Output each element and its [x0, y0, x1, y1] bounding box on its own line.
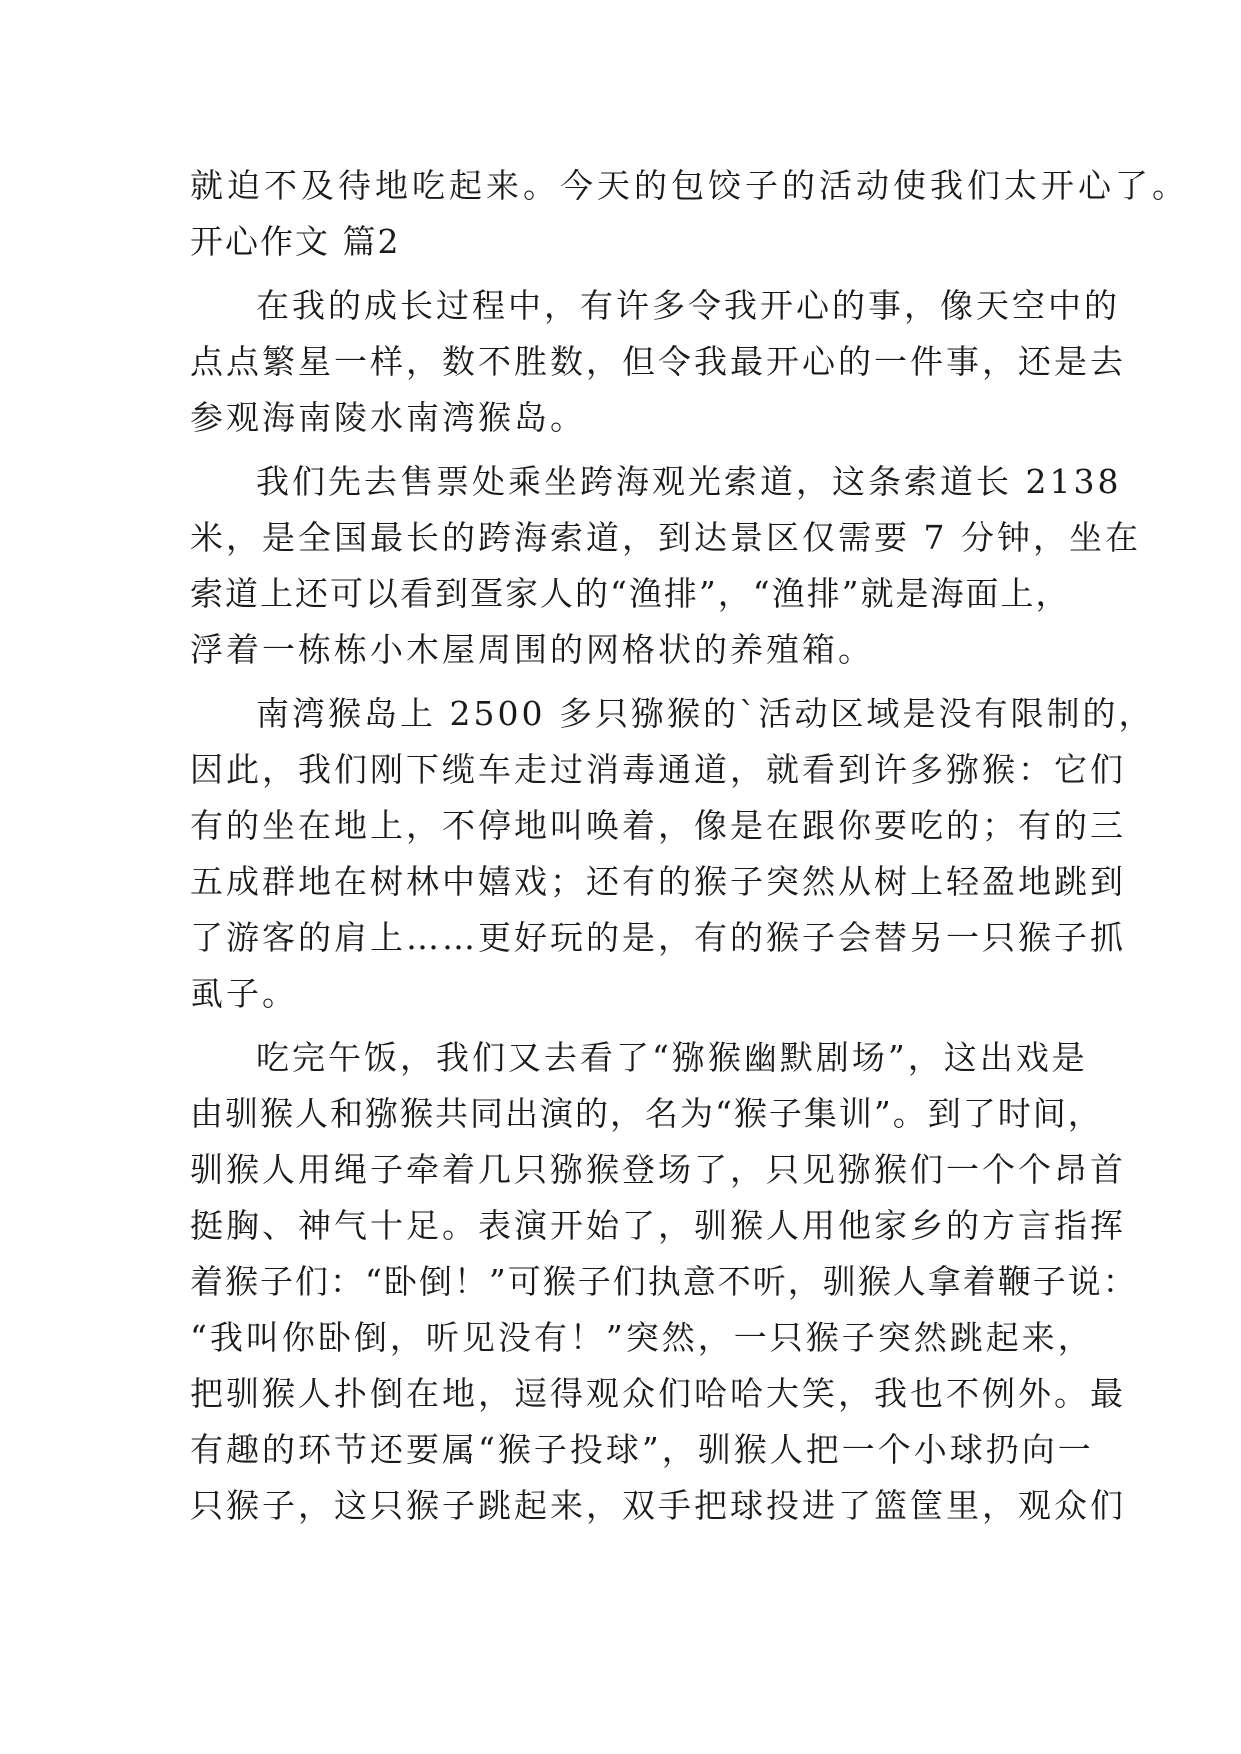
paragraph-line: 着猴子们：“卧倒！”可猴子们执意不听，驯猴人拿着鞭子说：	[190, 1262, 1138, 1301]
paragraph-line: 参观海南陵水南湾猴岛。	[190, 398, 586, 437]
paragraph-line: 驯猴人用绳子牵着几只猕猴登场了，只见猕猴们一个个昂首	[190, 1150, 1126, 1189]
paragraph-line: 由驯猴人和猕猴共同出演的，名为“猴子集训”。到了时间，	[190, 1094, 1103, 1133]
paragraph-line: 虱子。	[190, 974, 298, 1013]
paragraph-line: 了游客的肩上……更好玩的是，有的猴子会替另一只猴子抓	[190, 918, 1126, 957]
paragraph-line: “我叫你卧倒，听见没有！”突然，一只猴子突然跳起来，	[190, 1318, 1094, 1357]
paragraph-line: 我们先去售票处乘坐跨海观光索道，这条索道长 2138	[256, 462, 1122, 501]
paragraph-line: 索道上还可以看到疍家人的“渔排”，“渔排”就是海面上，	[190, 574, 1071, 613]
paragraph-line: 挺胸、神气十足。表演开始了，驯猴人用他家乡的方言指挥	[190, 1206, 1126, 1245]
section-heading: 开心作文 篇2	[190, 222, 401, 261]
paragraph-line: 在我的成长过程中，有许多令我开心的事，像天空中的	[256, 286, 1120, 325]
paragraph-line: 南湾猴岛上 2500 多只猕猴的`活动区域是没有限制的，	[256, 694, 1155, 733]
paragraph-line: 点点繁星一样，数不胜数，但令我最开心的一件事，还是去	[190, 342, 1126, 381]
paragraph-line: 米，是全国最长的跨海索道，到达景区仅需要 7 分钟，坐在	[190, 518, 1141, 557]
paragraph-line: 吃完午饭，我们又去看了“猕猴幽默剧场”，这出戏是	[256, 1038, 1088, 1077]
paragraph-line: 只猴子，这只猴子跳起来，双手把球投进了篮筐里，观众们	[190, 1486, 1126, 1525]
paragraph-line: 因此，我们刚下缆车走过消毒通道，就看到许多猕猴：它们	[190, 750, 1126, 789]
paragraph-line: 浮着一栋栋小木屋周围的网格状的养殖箱。	[190, 630, 874, 669]
text-line: 就迫不及待地吃起来。今天的包饺子的活动使我们太开心了。	[190, 166, 1189, 205]
paragraph-line: 五成群地在树林中嬉戏；还有的猴子突然从树上轻盈地跳到	[190, 862, 1126, 901]
paragraph-line: 有的坐在地上，不停地叫唤着，像是在跟你要吃的；有的三	[190, 806, 1126, 845]
paragraph-line: 有趣的环节还要属“猴子投球”，驯猴人把一个小球扔向一	[190, 1430, 1094, 1469]
paragraph-line: 把驯猴人扑倒在地，逗得观众们哈哈大笑，我也不例外。最	[190, 1374, 1126, 1413]
